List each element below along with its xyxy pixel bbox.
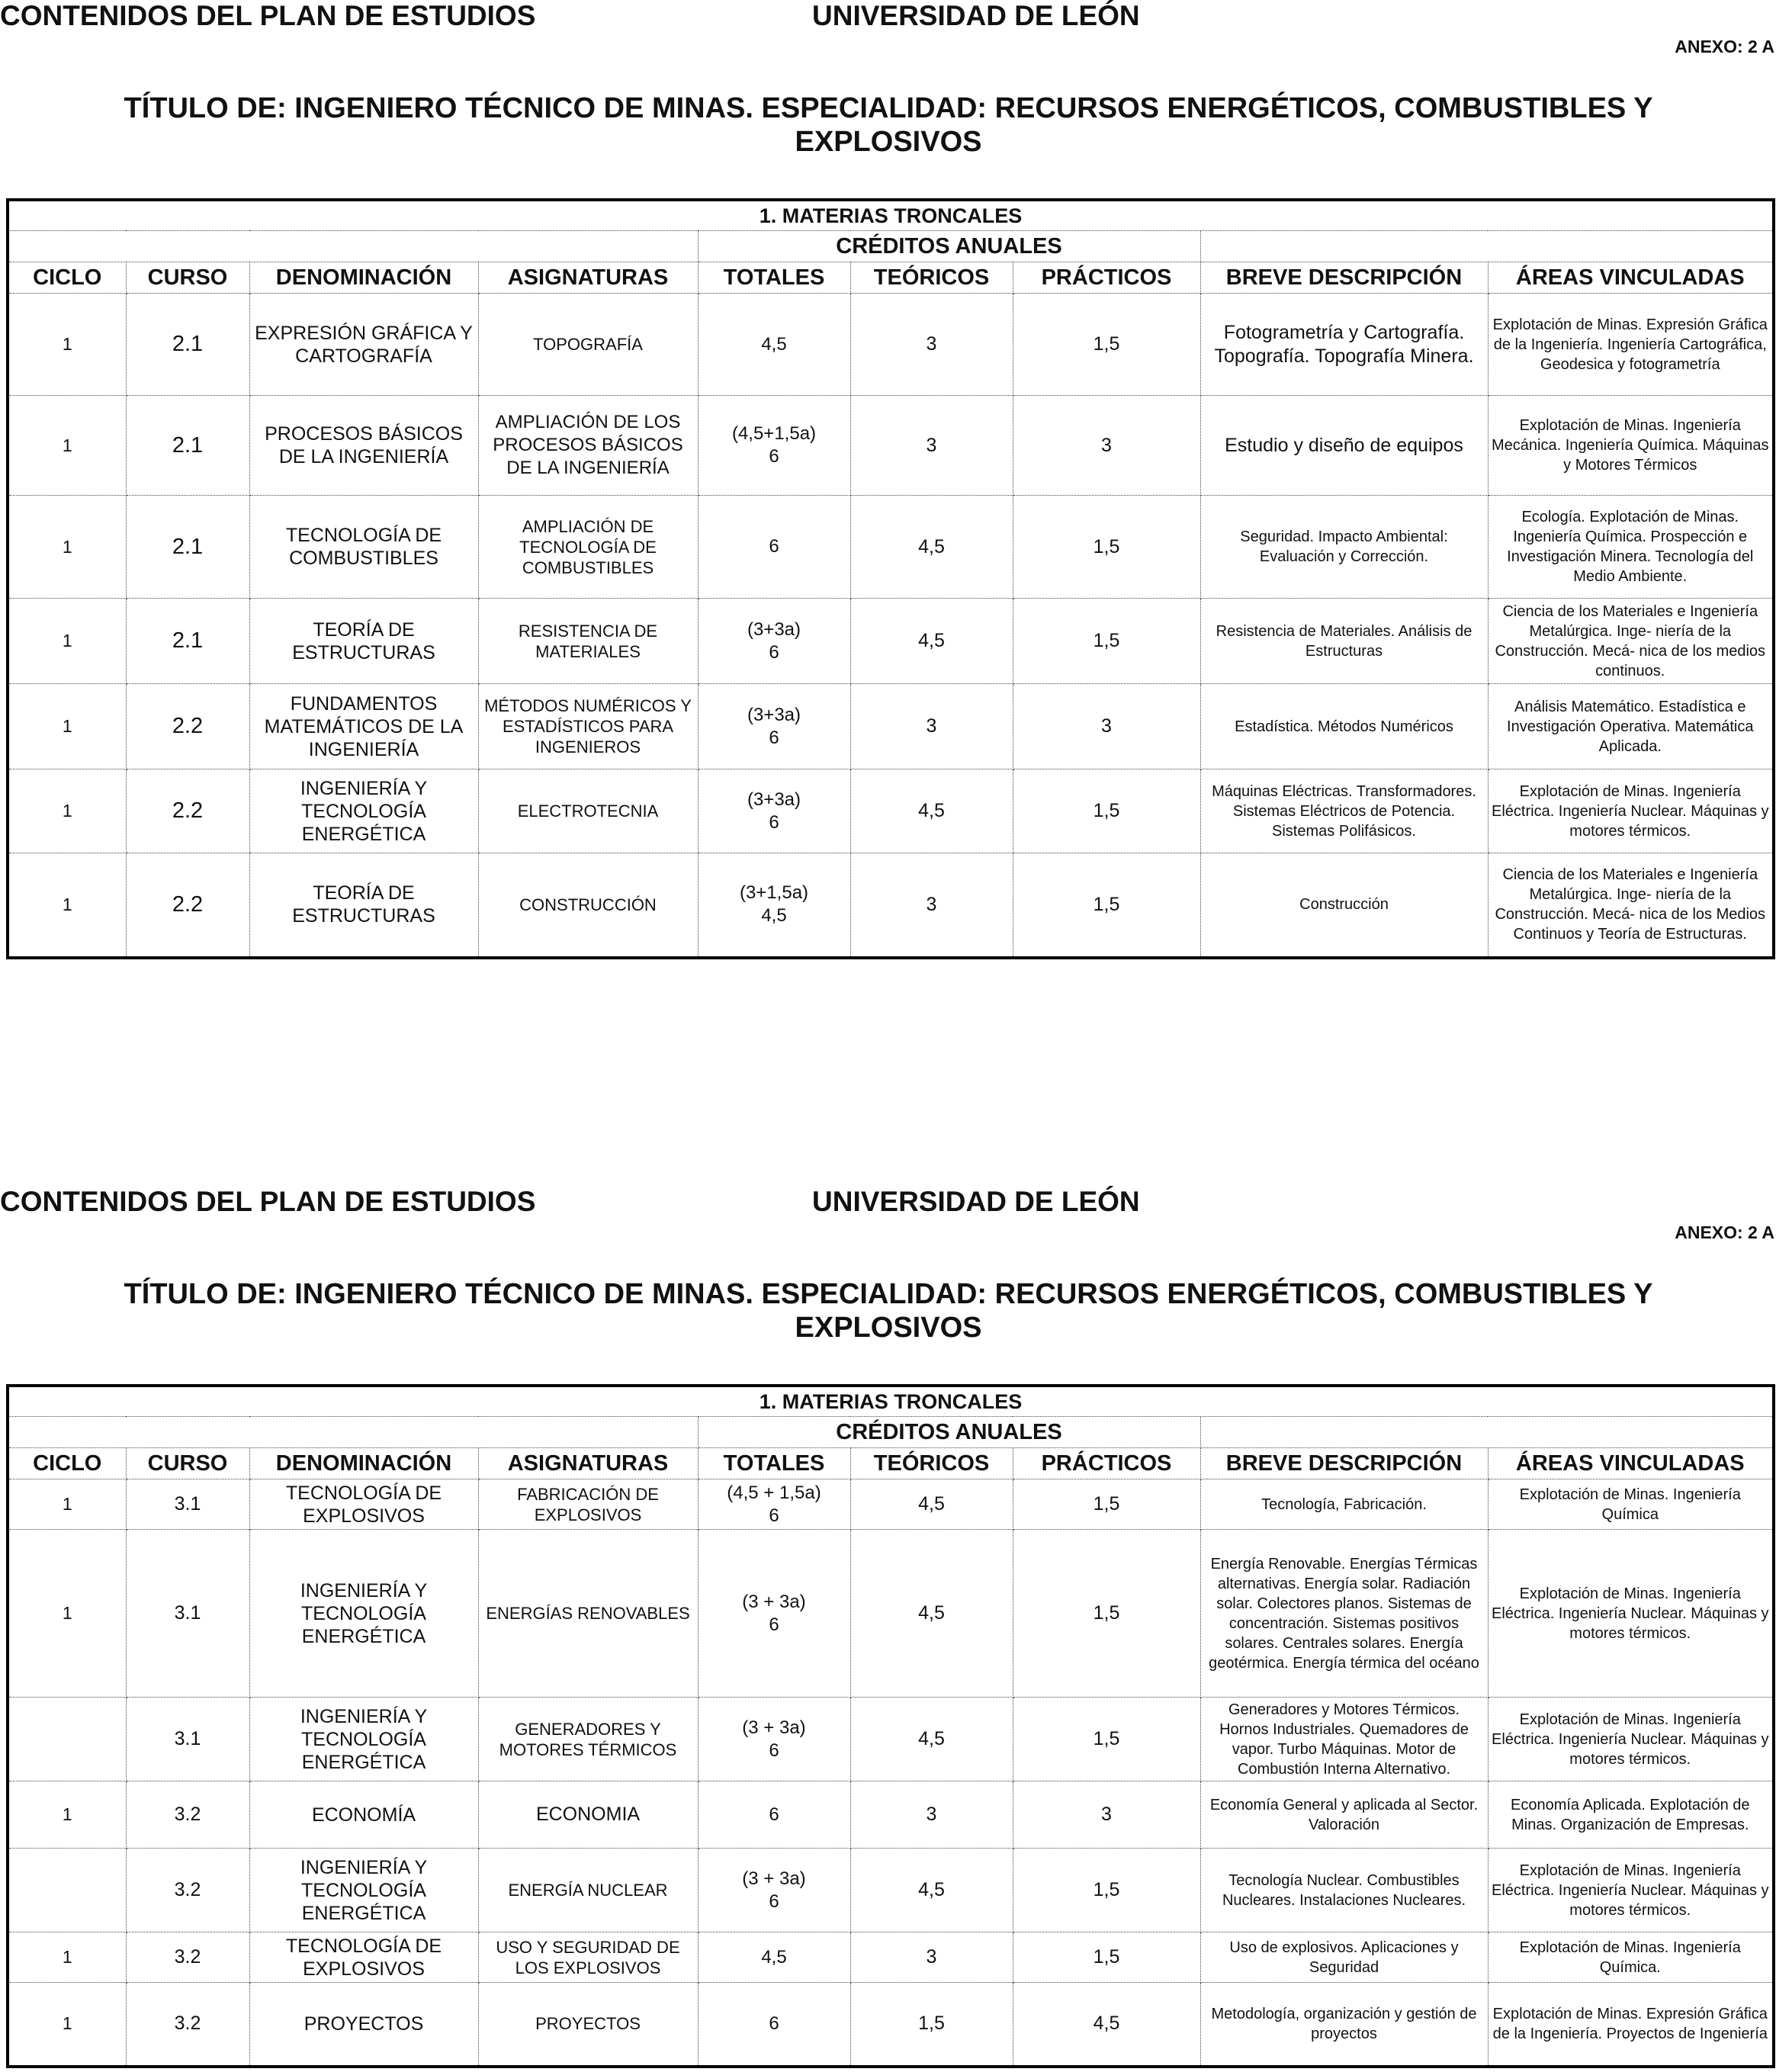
- cell-practicos: 1,5: [1013, 1530, 1200, 1698]
- cell-descripcion: Fotogrametría y Cartografía. Topografía. Topografía Minera.: [1200, 294, 1488, 396]
- cell-curso: 3.1: [126, 1479, 249, 1530]
- cell-teoricos: 3: [850, 396, 1013, 496]
- cell-curso: 2.2: [126, 684, 249, 769]
- table-row: [8, 769, 1774, 853]
- cell-asignatura: ECONOMIA: [478, 1781, 698, 1849]
- col-header-asignaturas: ASIGNATURAS: [478, 262, 698, 294]
- cell-descripcion: Generadores y Motores Térmicos. Hornos Industriales. Quemadores de vapor. Turbo Máquinas. Motor de Combustión Interna Alternativo.: [1200, 1698, 1488, 1781]
- cell-curso: 3.2: [126, 1781, 249, 1849]
- cell-denominacion: EXPRESIÓN GRÁFICA Y CARTOGRAFÍA: [249, 294, 478, 396]
- cell-practicos: 3: [1013, 396, 1200, 496]
- totales-formula: 4,5: [761, 1946, 787, 1968]
- cell-teoricos: 1,5: [850, 1983, 1013, 2067]
- cell-descripcion: Construcción: [1200, 853, 1488, 958]
- cell-practicos: 1,5: [1013, 1849, 1200, 1932]
- cell-teoricos: 4,5: [850, 1849, 1013, 1932]
- cell-totales: [698, 769, 850, 853]
- cell-totales: [698, 1698, 850, 1781]
- cell-asignatura: AMPLIACIÓN DE TECNOLOGÍA DE COMBUSTIBLES: [478, 496, 698, 599]
- cell-areas: Ecología. Explotación de Minas. Ingeniería Química. Prospección e Investigación Minera. Tecnología del Medio Ambiente.: [1488, 496, 1774, 599]
- col-header-teoricos: TEÓRICOS: [850, 262, 1013, 294]
- cell-descripcion: Estadística. Métodos Numéricos: [1200, 684, 1488, 769]
- cell-teoricos: 4,5: [850, 599, 1013, 684]
- cell-ciclo: [8, 1849, 126, 1932]
- cell-totales: [698, 684, 850, 769]
- cell-ciclo: 1: [8, 1479, 126, 1530]
- section-title: 1. MATERIAS TRONCALES: [8, 200, 1774, 231]
- col-header-descripcion: BREVE DESCRIPCIÓN: [1200, 262, 1488, 294]
- cell-asignatura: MÉTODOS NUMÉRICOS Y ESTADÍSTICOS PARA INGENIEROS: [478, 684, 698, 769]
- cell-totales: [698, 599, 850, 684]
- cell-denominacion: TEORÍA DE ESTRUCTURAS: [249, 853, 478, 958]
- cell-descripcion: Economía General y aplicada al Sector. Valoración: [1200, 1781, 1488, 1849]
- col-header-denominacion: DENOMINACIÓN: [249, 1448, 478, 1479]
- cell-descripcion: Máquinas Eléctricas. Transformadores. Sistemas Eléctricos de Potencia. Sistemas Polifásicos.: [1200, 769, 1488, 853]
- cell-descripcion: Estudio y diseño de equipos: [1200, 396, 1488, 496]
- cell-areas: Explotación de Minas. Ingeniería Química.: [1488, 1932, 1774, 1983]
- cell-teoricos: 4,5: [850, 769, 1013, 853]
- cell-areas: Explotación de Minas. Ingeniería Eléctrica. Ingeniería Nuclear. Máquinas y motores térmicos.: [1488, 1698, 1774, 1781]
- cell-areas: Explotación de Minas. Ingeniería Eléctrica. Ingeniería Nuclear. Máquinas y motores térmicos.: [1488, 1849, 1774, 1932]
- cell-asignatura: RESISTENCIA DE MATERIALES: [478, 599, 698, 684]
- cell-curso: 2.1: [126, 396, 249, 496]
- cell-asignatura: ENERGÍAS RENOVABLES: [478, 1530, 698, 1698]
- cell-totales: [698, 1849, 850, 1932]
- totales-value: 6: [769, 446, 779, 467]
- table-row: [8, 496, 1774, 599]
- table-row: [8, 396, 1774, 496]
- totales-formula: (3 + 3a): [742, 1868, 806, 1889]
- cell-descripcion: Metodología, organización y gestión de proyectos: [1200, 1983, 1488, 2067]
- cell-asignatura: ELECTROTECNIA: [478, 769, 698, 853]
- cell-practicos: 1,5: [1013, 1932, 1200, 1983]
- totales-value: 4,5: [761, 905, 787, 927]
- table-row: [8, 1932, 1774, 1983]
- cell-practicos: 1,5: [1013, 769, 1200, 853]
- totales-formula: (4,5 + 1,5a): [727, 1482, 821, 1503]
- col-header-asignaturas: ASIGNATURAS: [478, 1448, 698, 1479]
- cell-totales: [698, 1983, 850, 2067]
- col-header-curso: CURSO: [126, 1448, 249, 1479]
- cell-asignatura: ENERGÍA NUCLEAR: [478, 1849, 698, 1932]
- totales-formula: (3+3a): [747, 618, 801, 640]
- cell-curso: 3.2: [126, 1932, 249, 1983]
- cell-descripcion: Tecnología, Fabricación.: [1200, 1479, 1488, 1530]
- cell-teoricos: 4,5: [850, 1698, 1013, 1781]
- cell-descripcion: Tecnología Nuclear. Combustibles Nucleares. Instalaciones Nucleares.: [1200, 1849, 1488, 1932]
- cell-teoricos: 4,5: [850, 1479, 1013, 1530]
- cell-areas: Explotación de Minas. Expresión Gráfica de la Ingeniería. Proyectos de Ingeniería: [1488, 1983, 1774, 2067]
- cell-practicos: 1,5: [1013, 294, 1200, 396]
- cell-teoricos: 3: [850, 853, 1013, 958]
- degree-title: TÍTULO DE: INGENIERO TÉCNICO DE MINAS. ESPECIALIDAD: RECURSOS ENERGÉTICOS, COMBUSTIBLES Y EXPLOSIVOS: [124, 1278, 1653, 1344]
- cell-ciclo: 1: [8, 853, 126, 958]
- cell-totales: [698, 1932, 850, 1983]
- cell-denominacion: INGENIERÍA Y TECNOLOGÍA ENERGÉTICA: [249, 1530, 478, 1698]
- totales-formula: (3+3a): [747, 704, 801, 725]
- degree-title: TÍTULO DE: INGENIERO TÉCNICO DE MINAS. ESPECIALIDAD: RECURSOS ENERGÉTICOS, COMBUSTIBLES Y EXPLOSIVOS: [124, 92, 1653, 158]
- totales-formula: 6: [769, 2013, 779, 2034]
- table-row: [8, 1479, 1774, 1530]
- cell-areas: Explotación de Minas. Expresión Gráfica de la Ingeniería. Ingeniería Cartográfica, Geodesica y fotogrametría: [1488, 294, 1774, 396]
- col-header-totales: TOTALES: [698, 1448, 850, 1479]
- cell-totales: [698, 294, 850, 396]
- cell-areas: Explotación de Minas. Ingeniería Eléctrica. Ingeniería Nuclear. Máquinas y motores térmicos.: [1488, 1530, 1774, 1698]
- totales-formula: (3 + 3a): [742, 1717, 806, 1738]
- blank-header-cell: [1200, 1417, 1774, 1448]
- cell-areas: Explotación de Minas. Ingeniería Mecánica. Ingeniería Química. Máquinas y Motores Térmicos: [1488, 396, 1774, 496]
- cell-teoricos: 3: [850, 1781, 1013, 1849]
- credits-group-header: CRÉDITOS ANUALES: [698, 231, 1200, 262]
- col-header-curso: CURSO: [126, 262, 249, 294]
- cell-descripcion: Resistencia de Materiales. Análisis de Estructuras: [1200, 599, 1488, 684]
- cell-areas: Economía Aplicada. Explotación de Minas. Organización de Empresas.: [1488, 1781, 1774, 1849]
- col-header-totales: TOTALES: [698, 262, 850, 294]
- curriculum-table: [6, 198, 1775, 959]
- totales-formula: (3+1,5a): [739, 882, 809, 904]
- cell-practicos: 1,5: [1013, 1698, 1200, 1781]
- totales-formula: (3+3a): [747, 789, 801, 810]
- cell-denominacion: PROYECTOS: [249, 1983, 478, 2067]
- annex-label: ANEXO: 2 A: [1675, 1222, 1774, 1242]
- credits-group-header: CRÉDITOS ANUALES: [698, 1417, 1200, 1448]
- cell-practicos: 1,5: [1013, 496, 1200, 599]
- cell-denominacion: FUNDAMENTOS MATEMÁTICOS DE LA INGENIERÍA: [249, 684, 478, 769]
- cell-curso: 3.1: [126, 1530, 249, 1698]
- table-row: [8, 1781, 1774, 1849]
- table-row: [8, 599, 1774, 684]
- cell-totales: [698, 496, 850, 599]
- cell-totales: [698, 396, 850, 496]
- totales-value: 6: [769, 1614, 779, 1635]
- col-header-ciclo: CICLO: [8, 262, 126, 294]
- cell-asignatura: CONSTRUCCIÓN: [478, 853, 698, 958]
- cell-denominacion: INGENIERÍA Y TECNOLOGÍA ENERGÉTICA: [249, 1849, 478, 1932]
- cell-ciclo: 1: [8, 1932, 126, 1983]
- cell-ciclo: 1: [8, 1983, 126, 2067]
- col-header-practicos: PRÁCTICOS: [1013, 262, 1200, 294]
- cell-areas: Ciencia de los Materiales e Ingeniería Metalúrgica. Inge- niería de la Construcción. Mecá- nica de los Medios Continuos y Teoría de Estructuras.: [1488, 853, 1774, 958]
- cell-descripcion: Energía Renovable. Energías Térmicas alternativas. Energía solar. Radiación solar. Colectores planos. Sistemas de concentración. Sistemas positivos solares. Centrales solares. Energía geotérmica. Energía térmica del océano: [1200, 1530, 1488, 1698]
- cell-asignatura: USO Y SEGURIDAD DE LOS EXPLOSIVOS: [478, 1932, 698, 1983]
- cell-practicos: 1,5: [1013, 1479, 1200, 1530]
- cell-practicos: 1,5: [1013, 599, 1200, 684]
- cell-areas: Explotación de Minas. Ingeniería Química: [1488, 1479, 1774, 1530]
- cell-curso: 2.2: [126, 769, 249, 853]
- col-header-denominacion: DENOMINACIÓN: [249, 262, 478, 294]
- totales-value: 6: [769, 1890, 779, 1912]
- totales-value: 6: [769, 641, 779, 663]
- totales-value: 6: [769, 727, 779, 748]
- cell-ciclo: 1: [8, 1530, 126, 1698]
- cell-practicos: 4,5: [1013, 1983, 1200, 2067]
- cell-asignatura: TOPOGRAFÍA: [478, 294, 698, 396]
- section-title: 1. MATERIAS TRONCALES: [8, 1386, 1774, 1417]
- col-header-practicos: PRÁCTICOS: [1013, 1448, 1200, 1479]
- cell-curso: 2.2: [126, 853, 249, 958]
- blank-header-cell: [1200, 231, 1774, 262]
- table-row: [8, 1530, 1774, 1698]
- cell-asignatura: GENERADORES Y MOTORES TÉRMICOS: [478, 1698, 698, 1781]
- cell-practicos: 3: [1013, 1781, 1200, 1849]
- table-row: [8, 1983, 1774, 2067]
- blank-header-cell: [8, 231, 698, 262]
- header-university: UNIVERSIDAD DE LEÓN: [812, 1186, 1140, 1217]
- header-plan-contents: CONTENIDOS DEL PLAN DE ESTUDIOS: [0, 0, 536, 31]
- cell-ciclo: 1: [8, 1781, 126, 1849]
- cell-descripcion: Uso de explosivos. Aplicaciones y Seguridad: [1200, 1932, 1488, 1983]
- totales-formula: (3 + 3a): [742, 1591, 806, 1612]
- cell-curso: 3.1: [126, 1698, 249, 1781]
- cell-areas: Ciencia de los Materiales e Ingeniería Metalúrgica. Inge- niería de la Construcción. Mecá- nica de los medios continuos.: [1488, 599, 1774, 684]
- cell-ciclo: 1: [8, 684, 126, 769]
- totales-value: 6: [769, 1505, 779, 1526]
- cell-curso: 3.2: [126, 1849, 249, 1932]
- totales-formula: 6: [769, 1804, 779, 1825]
- cell-teoricos: 4,5: [850, 496, 1013, 599]
- cell-denominacion: TECNOLOGÍA DE EXPLOSIVOS: [249, 1479, 478, 1530]
- cell-denominacion: INGENIERÍA Y TECNOLOGÍA ENERGÉTICA: [249, 1698, 478, 1781]
- cell-denominacion: TEORÍA DE ESTRUCTURAS: [249, 599, 478, 684]
- annex-label: ANEXO: 2 A: [1675, 37, 1774, 56]
- header-university: UNIVERSIDAD DE LEÓN: [812, 0, 1140, 31]
- cell-curso: 2.1: [126, 496, 249, 599]
- totales-formula: (4,5+1,5a): [731, 423, 817, 444]
- cell-ciclo: 1: [8, 496, 126, 599]
- cell-totales: [698, 1781, 850, 1849]
- cell-ciclo: 1: [8, 294, 126, 396]
- cell-practicos: 3: [1013, 684, 1200, 769]
- cell-ciclo: 1: [8, 396, 126, 496]
- totales-formula: 6: [769, 536, 779, 557]
- cell-denominacion: PROCESOS BÁSICOS DE LA INGENIERÍA: [249, 396, 478, 496]
- col-header-teoricos: TEÓRICOS: [850, 1448, 1013, 1479]
- cell-totales: [698, 1530, 850, 1698]
- table-row: [8, 1849, 1774, 1932]
- table-row: [8, 853, 1774, 958]
- blank-header-cell: [8, 1417, 698, 1448]
- cell-teoricos: 3: [850, 1932, 1013, 1983]
- cell-totales: [698, 853, 850, 958]
- cell-asignatura: FABRICACIÓN DE EXPLOSIVOS: [478, 1479, 698, 1530]
- cell-practicos: 1,5: [1013, 853, 1200, 958]
- cell-denominacion: ECONOMÍA: [249, 1781, 478, 1849]
- cell-curso: 2.1: [126, 599, 249, 684]
- cell-ciclo: [8, 1698, 126, 1781]
- col-header-ciclo: CICLO: [8, 1448, 126, 1479]
- cell-ciclo: 1: [8, 769, 126, 853]
- col-header-descripcion: BREVE DESCRIPCIÓN: [1200, 1448, 1488, 1479]
- cell-asignatura: AMPLIACIÓN DE LOS PROCESOS BÁSICOS DE LA INGENIERÍA: [478, 396, 698, 496]
- cell-teoricos: 4,5: [850, 1530, 1013, 1698]
- col-header-areas: ÁREAS VINCULADAS: [1488, 1448, 1774, 1479]
- table-row: [8, 684, 1774, 769]
- totales-value: 6: [769, 1740, 779, 1761]
- curriculum-table: [6, 1384, 1775, 2068]
- cell-curso: 2.1: [126, 294, 249, 396]
- cell-teoricos: 3: [850, 294, 1013, 396]
- header-plan-contents: CONTENIDOS DEL PLAN DE ESTUDIOS: [0, 1186, 536, 1217]
- cell-asignatura: PROYECTOS: [478, 1983, 698, 2067]
- cell-teoricos: 3: [850, 684, 1013, 769]
- cell-totales: [698, 1479, 850, 1530]
- cell-areas: Análisis Matemático. Estadística e Investigación Operativa. Matemática Aplicada.: [1488, 684, 1774, 769]
- cell-denominacion: TECNOLOGÍA DE COMBUSTIBLES: [249, 496, 478, 599]
- totales-formula: 4,5: [761, 333, 787, 355]
- table-row: [8, 1698, 1774, 1781]
- cell-descripcion: Seguridad. Impacto Ambiental: Evaluación y Corrección.: [1200, 496, 1488, 599]
- cell-denominacion: INGENIERÍA Y TECNOLOGÍA ENERGÉTICA: [249, 769, 478, 853]
- cell-curso: 3.2: [126, 1983, 249, 2067]
- col-header-areas: ÁREAS VINCULADAS: [1488, 262, 1774, 294]
- totales-value: 6: [769, 811, 779, 833]
- cell-denominacion: TECNOLOGÍA DE EXPLOSIVOS: [249, 1932, 478, 1983]
- cell-areas: Explotación de Minas. Ingeniería Eléctrica. Ingeniería Nuclear. Máquinas y motores térmicos.: [1488, 769, 1774, 853]
- cell-ciclo: 1: [8, 599, 126, 684]
- table-row: [8, 294, 1774, 396]
